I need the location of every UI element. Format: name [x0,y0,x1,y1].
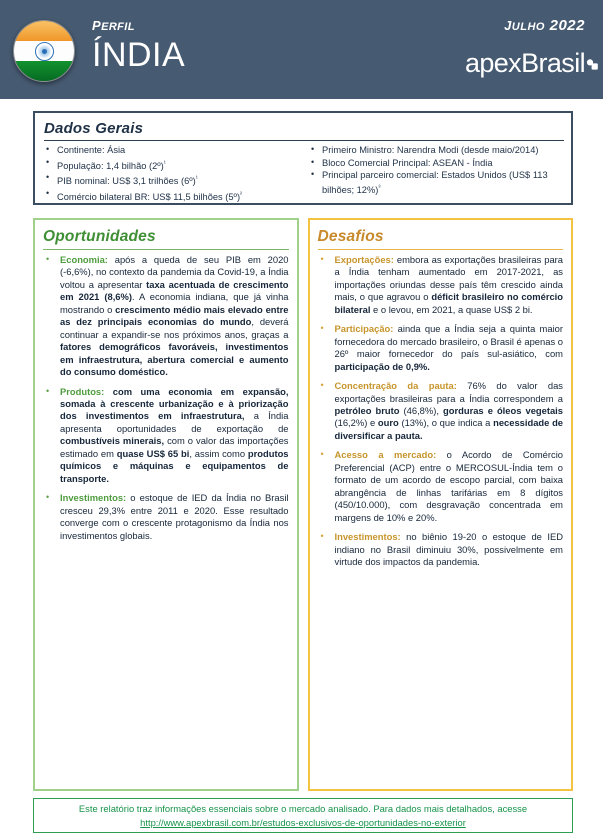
footer-link[interactable]: http://www.apexbrasil.com.br/estudos-exclusivos-de-oportunidades-no-exterior [140,816,466,828]
page-header [0,0,603,99]
list-item-lead: Investimentos: [60,492,127,504]
list-item [309,145,564,157]
list-item-body: o estoque de IED da Índia no Brasil cresceu 29,3% entre 2011 e 2020. Esse resultado converge com o crescente protagonismo da Índia nos investimentos globais. [60,492,289,541]
dados-gerais-panel [33,111,573,205]
page-title: ÍNDIA [92,36,186,74]
list-item-text: Continente: Ásia [57,145,126,155]
list-item-text: População: 1,4 bilhão (2º)$^{^1}$ [57,159,166,171]
logo-wordmark: apexBrasil [464,48,585,78]
list-item-body: o Acordo de Comércio Preferencial (ACP) entre o MERCOSUL-Índia tem o formato de um acordo de escopo parcial, com baixa abrangência de linhas tarifárias em 8 dígitos (450/10.000), com desgravação concentrada em margens de 10% e 20%. [334,449,563,523]
list-item [318,531,564,568]
dados-gerais-rule [44,140,564,141]
list-item-body: após a queda de seu PIB em 2020 (-6,6%), no contexto da pandemia da Covid-19, a Índia voltou a apresentar taxa acentuada de crescimento em 2021 (8,6%). A economia indiana, que já vinha mostrando o crescimento médio mais elevado entre as dez principais economias do mundo, deverá continuar a expandir-se nos próximos anos, graças a fatores demográficos favoráveis, investimentos em infraestrutura, abertura comercial e aumento do consumo doméstico. [60,254,289,378]
dados-gerais-left-list [44,145,299,205]
list-item [318,254,564,316]
list-item [318,323,564,373]
content-columns [33,218,573,791]
oportunidades-rule [43,249,289,250]
list-item-body: no biênio 19-20 o estoque de IED indiano no Brasil diminuiu 30%, possivelmente em virtude dos impactos da pandemia. [334,531,563,567]
list-item-body: 76% do valor das exportações brasileiras para a Índia correspondem a petróleo bruto (46,8%), gorduras e óleos vegetais (16,2%) e ouro (13%), o que indica a necessidade de diversificar a pauta. [334,380,564,441]
list-item [318,449,564,524]
list-item-text: Principal parceiro comercial: Estados Unidos (US$ 113 bilhões; 12%)$^{^3}$ [322,170,548,195]
list-item-text: Bloco Comercial Principal: ASEAN - Índia [322,157,493,168]
list-item-body: ainda que a Índia seja a quinta maior fornecedora do mercado brasileiro, o Brasil é apenas o 26º maior fornecedor do país sul-asiático, com participação de 0,9%. [334,323,563,372]
footer-note [33,798,573,833]
list-item-body: com uma economia em expansão, somada à crescente urbanização e à priorização dos investimentos em infraestrutura, a Índia apresenta oportunidades de exportação de combustíveis minerais, com o valor das importações estimado em quase US$ 65 bi, assim como produtos químicos e máquinas e equipamentos de transporte. [60,385,289,484]
list-item-lead: Acesso a mercado: [334,449,437,461]
apexbrasil-logo [465,48,585,79]
header-right-block [465,14,585,79]
oportunidades-list [43,254,289,542]
list-item-lead: Investimentos: [334,531,401,543]
header-kicker: perfil [92,14,135,35]
list-item [44,189,299,204]
list-item [318,380,564,442]
list-item [43,386,289,486]
list-item-text: Primeiro Ministro: Narendra Modi (desde maio/2014) [322,145,539,155]
list-item-lead: Produtos: [60,385,105,397]
list-item [309,158,564,170]
dados-gerais-title: Dados Gerais [44,120,144,137]
desafios-panel [308,218,574,791]
desafios-title: Desafios [317,228,384,245]
list-item [43,254,289,379]
logo-mark-icon [586,47,598,59]
list-item [309,170,564,196]
list-item-text: Comércio bilateral BR: US$ 11,5 bilhões (5º)$^{^2}$ [57,190,243,203]
list-item-lead: Economia: [60,254,108,265]
list-item-lead: Exportações: [334,254,394,265]
desafios-list [318,254,564,568]
list-item-text: PIB nominal: US$ 3,1 trilhões (6º)$^{^1}$ [57,175,198,187]
oportunidades-title: Oportunidades [43,228,156,245]
dados-gerais-right-list [309,145,564,205]
header-title-block [92,14,185,73]
list-item [44,173,299,188]
list-item [44,145,299,157]
oportunidades-panel [33,218,299,791]
footer-message: Este relatório traz informações essenciais sobre o mercado analisado. Para dados mais detalhados, acesse [78,803,528,814]
report-date: julho 2022 [504,14,585,35]
list-item-lead: Participação: [334,323,394,335]
list-item [44,158,299,173]
list-item-lead: Concentração da pauta: [334,380,457,392]
list-item [43,492,289,542]
list-item-body: embora as exportações brasileiras para a Índia tenham aumentado em 2017-2021, as importações oriundas desse país têm crescido ainda mais, o que agravou o déficit brasileiro no comércio bilateral e o levou, em 2021, a quase US$ 2 bi. [334,254,564,315]
desafios-rule [318,249,564,250]
india-flag-icon [13,20,77,84]
footer-text [40,802,566,829]
